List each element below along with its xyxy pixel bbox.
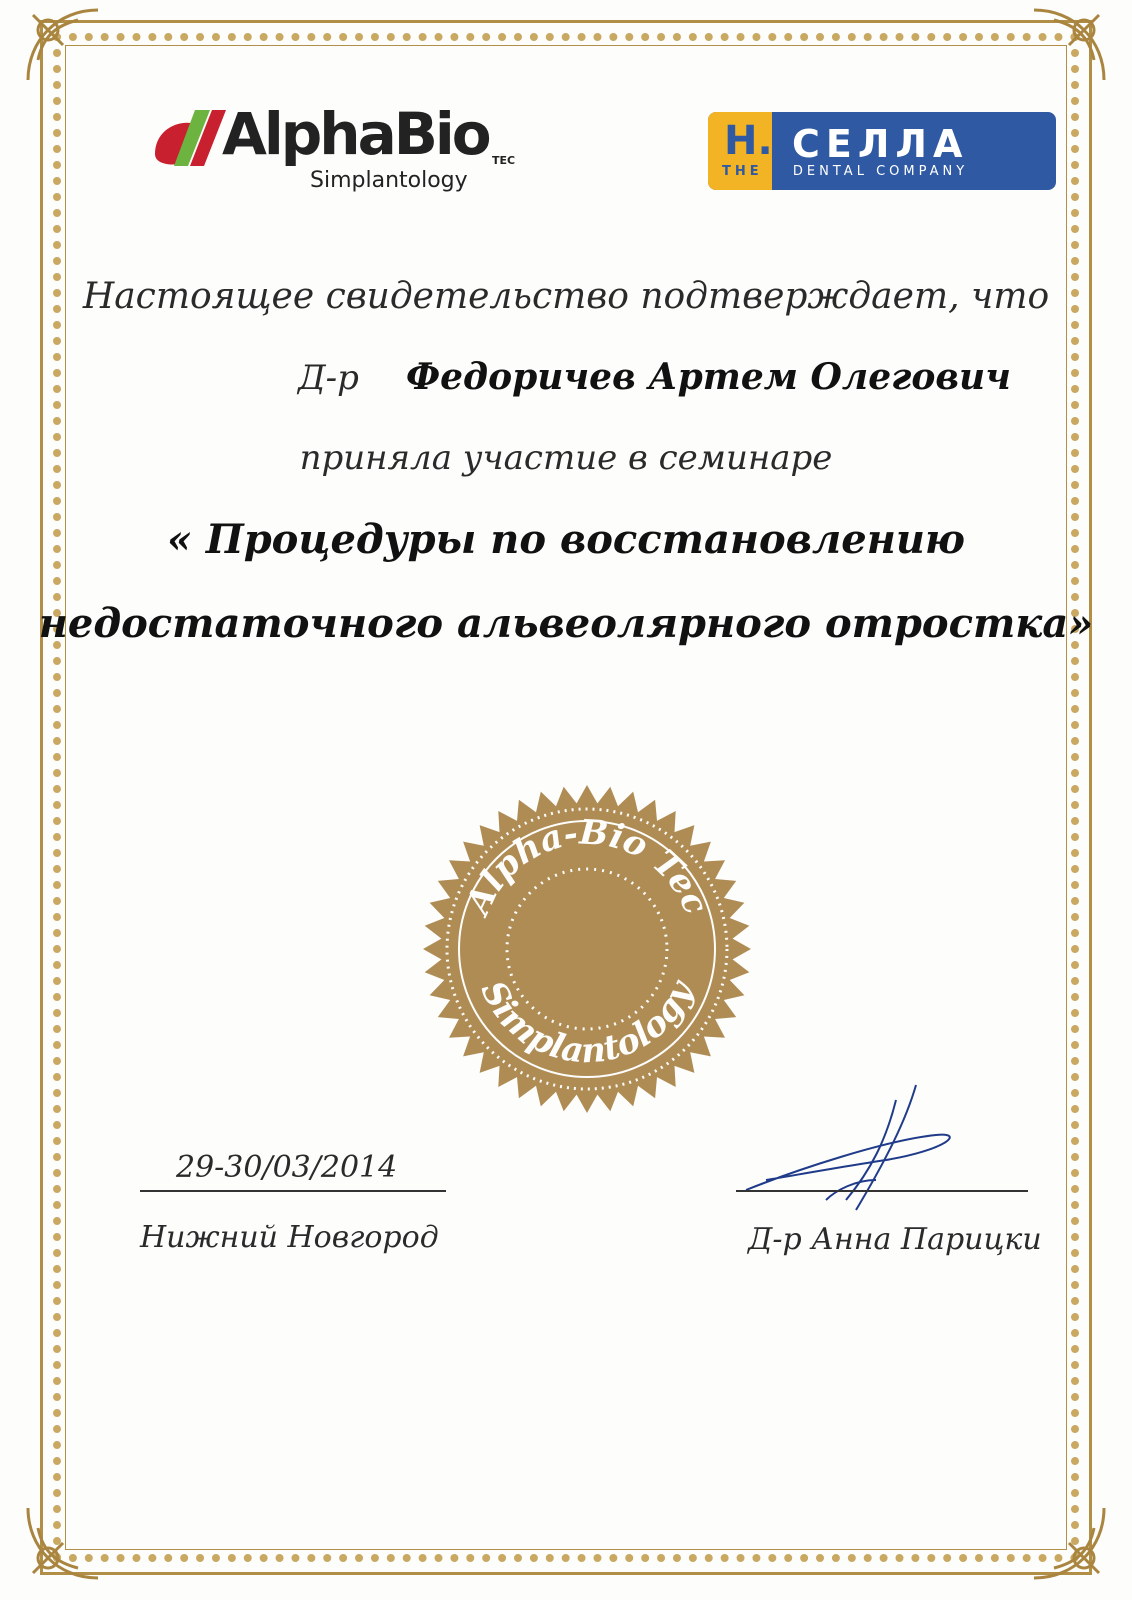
recipient-prefix: Д-р xyxy=(298,358,359,398)
seminar-city: Нижний Новгород xyxy=(140,1220,439,1255)
seminar-title-line-2: недостаточного альвеолярного отростка» xyxy=(38,600,1094,647)
seal-text-bottom: Simplantology xyxy=(472,974,702,1072)
signature-underline xyxy=(736,1190,1028,1192)
cella-h-letter: H. xyxy=(724,118,773,164)
seminar-date: 29-30/03/2014 xyxy=(176,1150,398,1185)
cella-name: СЕЛЛА xyxy=(792,122,969,166)
alpha-bio-seal xyxy=(422,784,752,1114)
cella-tagline xyxy=(722,164,968,179)
alpha-bio-wordmark: AlphaBio xyxy=(222,100,489,168)
cella-tagline-text: DENTAL COMPANY xyxy=(792,164,969,179)
signer-name: Д-р Анна Парицки xyxy=(748,1222,1042,1257)
date-underline xyxy=(140,1190,446,1192)
corner-flourish-icon xyxy=(1024,0,1114,90)
seminar-title-line-1: « Процедуры по восстановлению xyxy=(166,516,965,563)
alpha-bio-subtitle: Simplantology xyxy=(310,168,468,193)
recipient-name: Федоричев Артем Олегович xyxy=(406,356,1011,398)
alpha-bio-mark-icon xyxy=(150,104,230,174)
alpha-bio-logo xyxy=(150,98,540,208)
corner-flourish-icon xyxy=(18,1498,108,1588)
cella-logo xyxy=(708,112,1056,190)
alpha-bio-tec: TEC xyxy=(492,154,516,167)
corner-flourish-icon xyxy=(1024,1498,1114,1588)
corner-flourish-icon xyxy=(18,0,108,90)
certificate-intro: Настоящее свидетельство подтверждает, что xyxy=(82,276,1050,317)
handwritten-signature xyxy=(736,1080,986,1220)
participation-text: приняла участие в семинаре xyxy=(299,438,833,478)
cella-the: THE xyxy=(722,164,763,179)
seal-text-top: Alpha-Bio Tec xyxy=(458,812,716,921)
